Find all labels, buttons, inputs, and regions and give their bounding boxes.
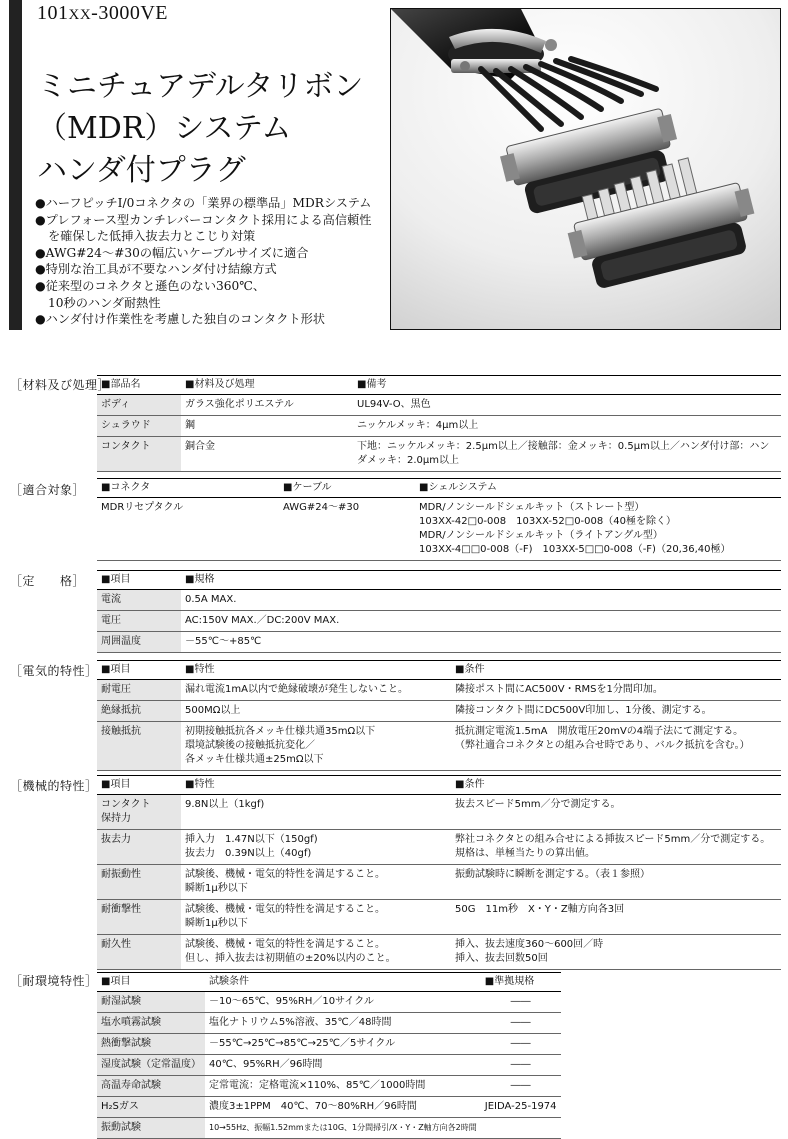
- cell-line: 初期接触抵抗各メッキ仕様共通35mΩ以下: [185, 726, 376, 737]
- row-label: 周囲温度: [97, 632, 181, 653]
- table-cell: [415, 498, 781, 561]
- row-label: 塩水噴霧試験: [97, 1013, 205, 1034]
- cell-line: 試験後、機械・電気的特性を満足すること。: [185, 939, 385, 950]
- table-cell: [181, 830, 451, 865]
- cell-line: 試験後、機械・電気的特性を満足すること。: [185, 904, 385, 915]
- table-cell: [181, 722, 451, 771]
- table-row: [97, 416, 781, 437]
- table-cell: ――: [481, 992, 561, 1013]
- row-label: 熱衝撃試験: [97, 1034, 205, 1055]
- column-header: ■項目: [97, 973, 205, 992]
- cell-line: 挿入、抜去回数50回: [455, 953, 548, 964]
- cell-line: 瞬断1μ秒以下: [185, 883, 248, 894]
- section-label-environmental: ［耐環境特性］: [10, 974, 98, 988]
- table-row: [97, 1013, 561, 1034]
- table-cell: [451, 830, 781, 865]
- table-cell: －55℃→25℃→85℃→25℃／5サイクル: [205, 1034, 481, 1055]
- row-label: 高温寿命試験: [97, 1076, 205, 1097]
- table-row: [97, 1055, 561, 1076]
- table-cell: JEIDA-25-1974: [481, 1097, 561, 1118]
- product-photo: [390, 8, 781, 330]
- cell-line: 弊社コネクタとの組み合せによる挿抜スピード5mm／分で測定する。: [455, 834, 771, 845]
- cell-line: 抵抗測定電流1.5mA 開放電圧20mVの4端子法にて測定する。: [455, 726, 744, 737]
- table-cell: ――: [481, 1013, 561, 1034]
- feature-item: ●特別な治工具が不要なハンダ付け結線方式: [35, 262, 277, 277]
- table-cell: 9.8N以上（1kgf): [181, 795, 451, 830]
- table-cell: [181, 900, 451, 935]
- row-label: 耐久性: [97, 935, 181, 970]
- table-cell: AWG#24～#30: [279, 498, 415, 561]
- row-label: 電圧: [97, 611, 181, 632]
- row-label: 耐電圧: [97, 680, 181, 701]
- row-label: 絶縁抵抗: [97, 701, 181, 722]
- title-line: ハンダ付プラグ: [37, 153, 246, 188]
- table-cell: 下地：ニッケルメッキ：2.5μm以上／接触部：金メッキ：0.5μm以上／ハンダ付け部：ハンダメッキ：2.0μm以上: [353, 437, 781, 472]
- cell-line: 抜去力 0.39N以上（40gf): [185, 848, 312, 859]
- table-cell: ガラス強化ポリエステル: [181, 395, 353, 416]
- table-row: [97, 395, 781, 416]
- feature-item: ●従来型のコネクタと遜色のない360℃、: [35, 278, 266, 293]
- cell-line: 103XX-42□0-008 103XX-52□0-008（40極を除く）: [419, 516, 676, 527]
- applicable-table: [97, 478, 781, 561]
- cell-line: 挿入力 1.47N以下（150gf): [185, 834, 318, 845]
- table-row: [97, 935, 781, 970]
- cell-line: 挿入、抜去速度360～600回／時: [455, 939, 604, 950]
- column-header: ■備考: [353, 376, 781, 395]
- table-cell: －55℃～+85℃: [181, 632, 781, 653]
- row-label: 耐湿試験: [97, 992, 205, 1013]
- table-row: [97, 701, 781, 722]
- cell-line: （弊社適合コネクタとの組み合せ時であり、バルク抵抗を含む。）: [455, 740, 750, 751]
- materials-table: [97, 375, 781, 472]
- feature-list: [35, 195, 385, 328]
- cell-line: MDR/ノンシールドシェルキット（ストレート型）: [419, 502, 645, 513]
- table-cell: 隣接コンタクト間にDC500V印加し、1分後、測定する。: [451, 701, 781, 722]
- table-cell: 0.5A MAX.: [181, 590, 781, 611]
- table-row: [97, 830, 781, 865]
- table-row: [97, 1076, 561, 1097]
- cell-line: コンタクト: [101, 799, 151, 810]
- column-header: ■特性: [181, 661, 451, 680]
- feature-item: ●ハンダ付け作業性を考慮した独自のコンタクト形状: [35, 312, 325, 327]
- electrical-table: [97, 660, 781, 771]
- table-cell: [181, 935, 451, 970]
- row-label: ボディ: [97, 395, 181, 416]
- table-row: [97, 992, 561, 1013]
- feature-item-continued: 10秒のハンダ耐熱性: [48, 295, 161, 310]
- table-cell: 漏れ電流1mA以内で絶縁破壊が発生しないこと。: [181, 680, 451, 701]
- row-label: 抜去力: [97, 830, 181, 865]
- table-cell: 定常電流：定格電流×110%、85℃／1000時間: [205, 1076, 481, 1097]
- column-header: ■項目: [97, 776, 181, 795]
- cell-line: 103XX-4□□0-008（-F) 103XX-5□□0-008（-F)（20,36,40極）: [419, 544, 731, 555]
- table-row: [97, 1097, 561, 1118]
- table-cell: 40℃、95%RH／96時間: [205, 1055, 481, 1076]
- row-label: 振動試験: [97, 1118, 205, 1139]
- table-row: [97, 498, 781, 561]
- table-row: [97, 632, 781, 653]
- table-cell: AC:150V MAX.／DC:200V MAX.: [181, 611, 781, 632]
- section-label-electrical: ［電気的特性］: [10, 664, 98, 678]
- table-row: [97, 611, 781, 632]
- table-cell: [181, 865, 451, 900]
- table-cell: MDRリセプタクル: [97, 498, 279, 561]
- table-cell: ニッケルメッキ：4μm以上: [353, 416, 781, 437]
- cell-line: 環境試験後の接触抵抗変化／: [185, 740, 315, 751]
- table-cell: ――: [481, 1055, 561, 1076]
- table-cell: ――: [481, 1076, 561, 1097]
- row-label: 耐振動性: [97, 865, 181, 900]
- section-label-ratings: ［定 格］: [10, 574, 86, 588]
- column-header: ■項目: [97, 571, 181, 590]
- table-cell: UL94V-O、黒色: [353, 395, 781, 416]
- column-header: 試験条件: [205, 973, 481, 992]
- table-cell: 抜去スピード5mm／分で測定する。: [451, 795, 781, 830]
- column-header: ■材料及び処理: [181, 376, 353, 395]
- row-label: 電流: [97, 590, 181, 611]
- row-label: [97, 795, 181, 830]
- table-cell: 隣接ポスト間にAC500V・RMSを1分間印加。: [451, 680, 781, 701]
- part-number: 101XX-3000VE: [37, 2, 168, 24]
- cell-line: 瞬断1μ秒以下: [185, 918, 248, 929]
- table-row: [97, 437, 781, 472]
- column-header: ■部品名: [97, 376, 181, 395]
- column-header: ■条件: [451, 661, 781, 680]
- table-cell: ――: [481, 1034, 561, 1055]
- column-header: ■シェルシステム: [415, 479, 781, 498]
- section-label-materials: ［材料及び処理］: [10, 378, 111, 392]
- row-label: コンタクト: [97, 437, 181, 472]
- cell-line: 保持力: [101, 813, 131, 824]
- table-cell: 濃度3±1PPM 40℃、70～80%RH／96時間: [205, 1097, 481, 1118]
- table-cell: [481, 1118, 561, 1139]
- table-cell: 振動試験時に瞬断を測定する。（表１参照）: [451, 865, 781, 900]
- column-header: ■コネクタ: [97, 479, 279, 498]
- column-header: ■条件: [451, 776, 781, 795]
- table-cell: 銅合金: [181, 437, 353, 472]
- column-header: ■項目: [97, 661, 181, 680]
- cell-line: MDR/ノンシールドシェルキット（ライトアングル型）: [419, 530, 663, 541]
- column-header: ■規格: [181, 571, 781, 590]
- table-row: [97, 590, 781, 611]
- table-row: [97, 865, 781, 900]
- cell-line: 但し、挿入抜去は初期値の±20%以内のこと。: [185, 953, 396, 964]
- column-header: ■準拠規格: [481, 973, 561, 992]
- table-cell: 50G 11m秒 X・Y・Z軸方向各3回: [451, 900, 781, 935]
- table-cell: 500MΩ以上: [181, 701, 451, 722]
- feature-item: ●プレフォース型カンチレバーコンタクト採用による高信頼性: [35, 212, 372, 227]
- environmental-table: [97, 972, 561, 1139]
- left-accent-bar: [9, 0, 22, 330]
- row-label: 耐衝撃性: [97, 900, 181, 935]
- feature-item-continued: を確保した低挿入抜去力とこじり対策: [48, 229, 256, 244]
- row-label: 湿度試験（定常温度）: [97, 1055, 205, 1076]
- cell-line: 規格は、単極当たりの算出値。: [455, 848, 595, 859]
- feature-item: ●ハーフピッチI/0コネクタの「業界の標準品」MDRシステム: [35, 196, 372, 210]
- table-cell: [451, 935, 781, 970]
- row-label: 接触抵抗: [97, 722, 181, 771]
- cell-line: 試験後、機械・電気的特性を満足すること。: [185, 869, 385, 880]
- table-row: [97, 680, 781, 701]
- section-label-mechanical: ［機械的特性］: [10, 779, 98, 793]
- table-row: [97, 1118, 561, 1139]
- title-line: ミニチュアデルタリボン: [37, 69, 364, 104]
- row-label: シュラウド: [97, 416, 181, 437]
- table-row: [97, 722, 781, 771]
- section-label-applicable: ［適合対象］: [10, 483, 86, 497]
- column-header: ■特性: [181, 776, 451, 795]
- table-cell: －10～65℃、95%RH／10サイクル: [205, 992, 481, 1013]
- table-cell: 塩化ナトリウム5%溶液、35℃／48時間: [205, 1013, 481, 1034]
- ratings-table: [97, 570, 781, 653]
- column-header: ■ケーブル: [279, 479, 415, 498]
- cell-line: 各メッキ仕様共通±25mΩ以下: [185, 754, 324, 765]
- row-label: H₂Sガス: [97, 1097, 205, 1118]
- table-row: [97, 795, 781, 830]
- title-line: （MDR）システム: [37, 111, 292, 146]
- table-row: [97, 900, 781, 935]
- product-title: [37, 66, 363, 192]
- feature-item: ●AWG#24～#30の幅広いケーブルサイズに適合: [35, 245, 309, 260]
- table-cell: [451, 722, 781, 771]
- mechanical-table: [97, 775, 781, 970]
- table-row: [97, 1034, 561, 1055]
- table-cell: 10→55Hz、振幅1.52mmまたは10G、1分間掃引/X・Y・Z軸方向各2時間: [205, 1118, 481, 1139]
- table-cell: 鋼: [181, 416, 353, 437]
